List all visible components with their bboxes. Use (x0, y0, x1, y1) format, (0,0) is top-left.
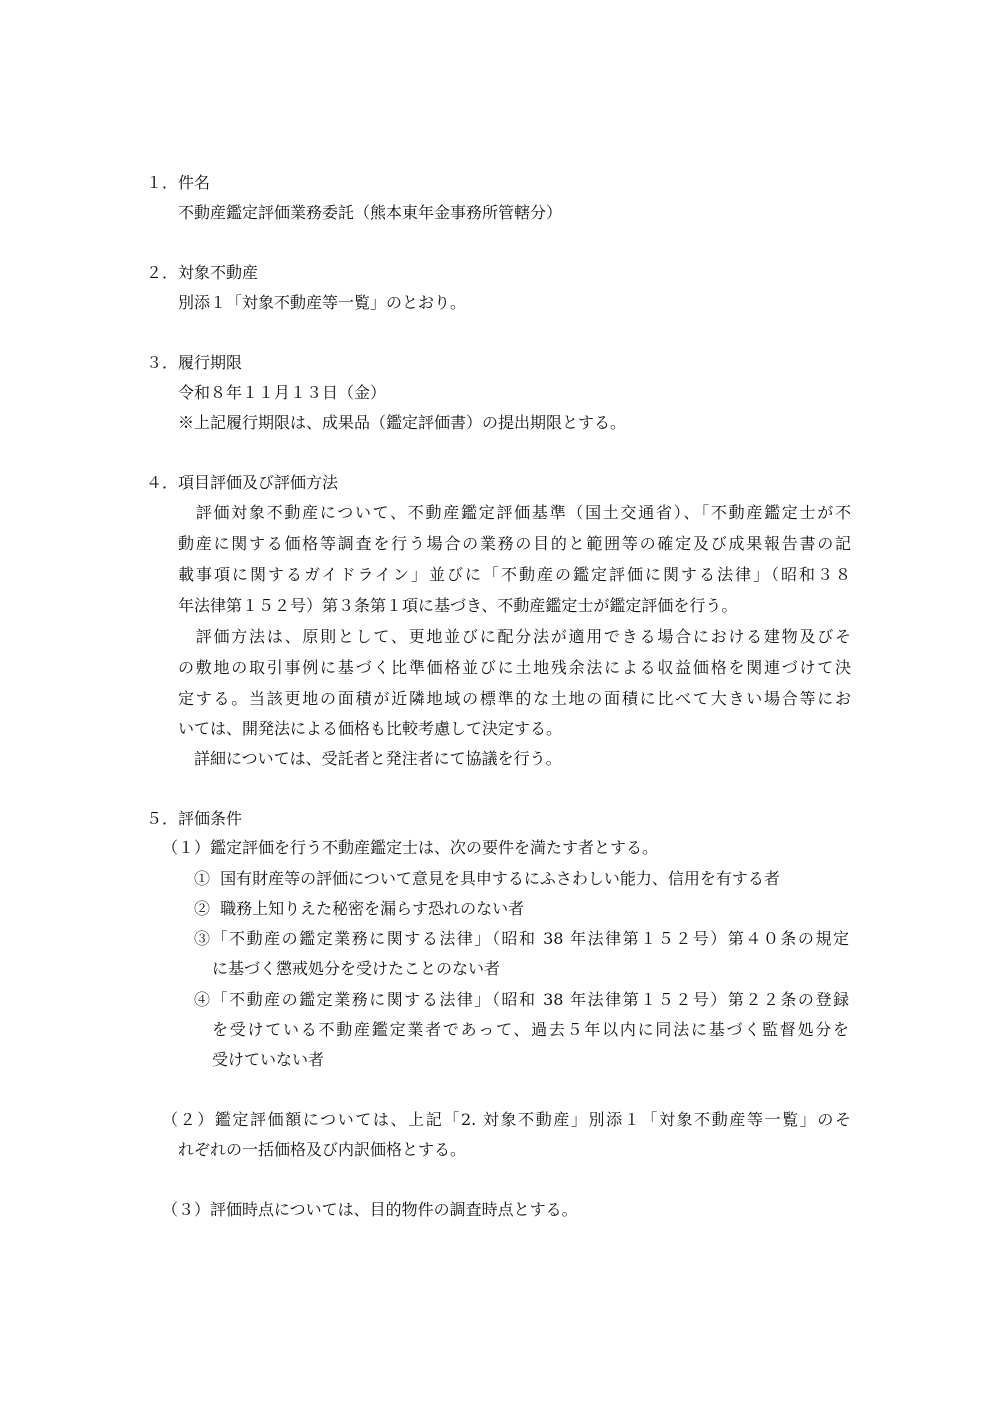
condition-2-cont: れぞれの一括価格及び内訳価格とする。 (178, 1140, 467, 1159)
section-4-body-line: 詳細については、受託者と発注者にて協議を行う。 (178, 749, 562, 768)
section-4-body-line: 載事項に関するガイドライン」並びに「不動産の鑑定評価に関する法律」（昭和３８ (178, 565, 851, 584)
section-1-heading: １．件名 (146, 173, 211, 192)
requirement-4-cont: 受けていない者 (212, 1050, 325, 1069)
section-4-body-line: 年法律第１５２号）第３条第１項に基づき、不動産鑑定士が鑑定評価を行う。 (178, 596, 738, 615)
section-4-body-line: いては、開発法による価格も比較考慮して決定する。 (178, 719, 563, 738)
section-2-heading: ２．対象不動産 (146, 263, 259, 282)
section-4-body-line: 評価方法は、原則として、更地並びに配分法が適用できる場合における建物及びそ (178, 627, 851, 646)
section-4-body-line: の敷地の取引事例に基づく比準価格並びに土地残余法による収益価格を関連づけて決 (178, 658, 851, 677)
requirement-3-cont: に基づく懲戒処分を受けたことのない者 (212, 959, 501, 978)
condition-2: （２）鑑定評価額については、上記「2. 対象不動産」別添１「対象不動産等一覧」のそ (162, 1110, 851, 1129)
section-5-heading: ５．評価条件 (146, 809, 243, 828)
section-4-body-line: 定する。当該更地の面積が近隣地域の標準的な土地の面積に比べて大きい場合等にお (178, 689, 851, 708)
section-1-body-line: 不動産鑑定評価業務委託（熊本東年金事務所管轄分） (178, 203, 563, 222)
section-4-body-line: 評価対象不動産について、不動産鑑定評価基準（国土交通省）、「不動産鑑定士が不 (178, 503, 851, 522)
condition-1: （１）鑑定評価を行う不動産鑑定士は、次の要件を満たす者とする。 (162, 838, 659, 857)
requirement-4: ④「不動産の鑑定業務に関する法律」（昭和 38 年法律第１５２号）第２２条の登録 (194, 990, 849, 1009)
section-4-heading: ４．項目評価及び評価方法 (146, 473, 339, 492)
section-4-body-line: 動産に関する価格等調査を行う場合の業務の目的と範囲等の確定及び成果報告書の記 (178, 534, 851, 553)
section-2-body-line: 別添１「対象不動産等一覧」のとおり。 (178, 293, 467, 312)
requirement-4-cont: を受けている不動産鑑定業者であって、過去５年以内に同法に基づく監督処分を (212, 1020, 849, 1039)
section-3-heading: ３．履行期限 (146, 353, 243, 372)
section-3-body-line: 令和８年１１月１３日（金） (178, 383, 387, 402)
requirement-1: ① 国有財産等の評価について意見を具申するにふさわしい能力、信用を有する者 (194, 869, 780, 888)
requirement-3: ③「不動産の鑑定業務に関する法律」（昭和 38 年法律第１５２号）第４０条の規定 (194, 929, 849, 948)
section-3-body-line: ※上記履行期限は、成果品（鑑定評価書）の提出期限とする。 (178, 413, 627, 432)
condition-3: （３）評価時点については、目的物件の調査時点とする。 (162, 1200, 578, 1219)
requirement-2: ② 職務上知りえた秘密を漏らす恐れのない者 (194, 899, 525, 918)
